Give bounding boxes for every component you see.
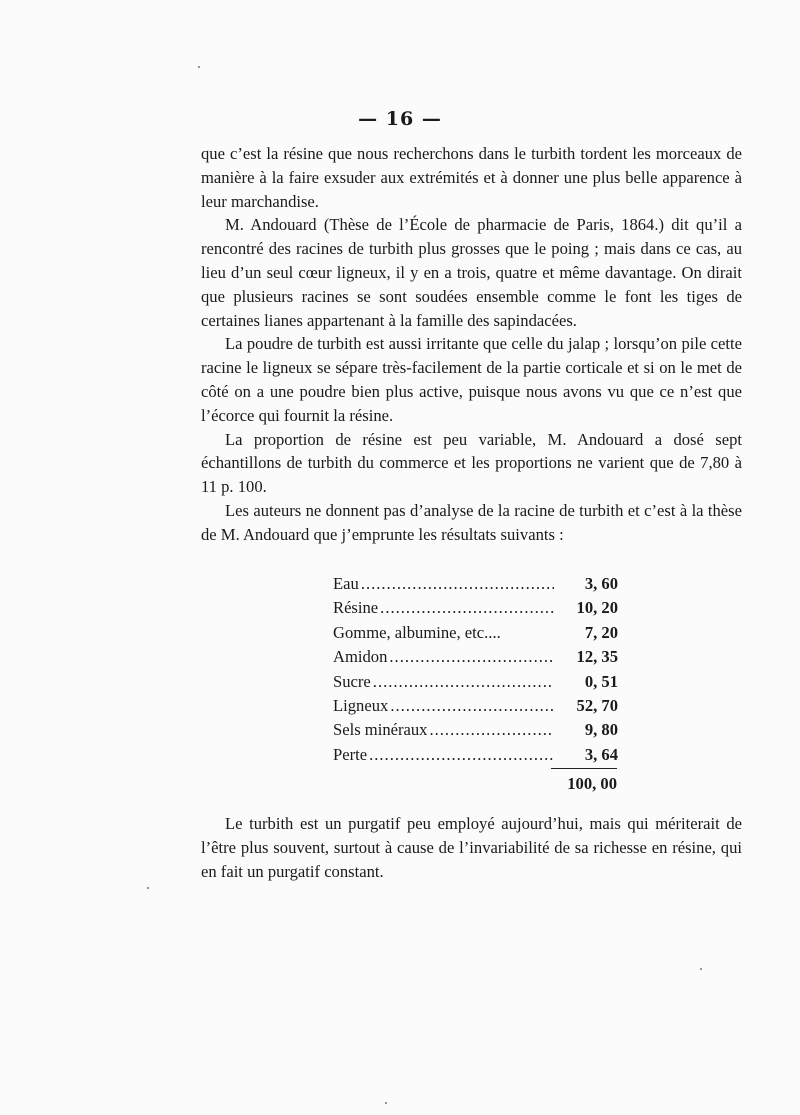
table-row	[333, 696, 618, 720]
analysis-table	[333, 574, 618, 769]
leader-dots	[369, 745, 554, 765]
row-value: 7, 20	[584, 622, 618, 642]
table-row	[333, 574, 618, 598]
paragraph-4: La proportion de résine est peu variable, M. Andouard a dosé sept échantillons de turbith du commerce et les proportions ne varient que de 7,80 à 11 p. 100.	[201, 429, 742, 497]
paragraph-2: M. Andouard (Thèse de l’École de pharmacie de Paris, 1864.) dit qu’il a rencontré des racines de turbith plus grosses que le poing ; mais dans ce cas, au lieu d’un seul cœur ligneux, il y en a trois, quatre et même davantage. On dirait que plusieurs racines se sont soudées ensemble comme le font les tiges de certaines lianes appartenant à la famille des sapindacées.	[201, 215, 742, 330]
row-label: Eau	[333, 574, 359, 593]
scan-speck	[198, 66, 200, 68]
conclusion-text	[201, 812, 742, 884]
row-label: Résine	[333, 598, 379, 618]
total-value: 100, 00	[567, 774, 617, 793]
table-row	[333, 720, 618, 744]
row-label: Amidon	[333, 647, 388, 667]
row-label: Sucre	[333, 671, 371, 691]
leader-dots	[380, 598, 554, 618]
table-row	[333, 672, 618, 696]
paragraph-5: Les auteurs ne donnent pas d’analyse de la racine de turbith et c’est à la thèse de M. Andouard que j’emprunte les résultats suivants :	[201, 500, 742, 544]
scan-speck	[700, 968, 702, 970]
paragraph-6: Le turbith est un purgatif peu employé aujourd’hui, mais qui mériterait de l’être plus souvent, surtout à cause de l’invariabilité de sa richesse en résine, qui en fait un purgatif constant.	[201, 814, 742, 881]
row-value: 3, 64	[584, 744, 618, 764]
page-number: — 16 —	[358, 108, 442, 130]
row-label: Gomme, albumine, etc....	[333, 622, 501, 642]
leader-dots	[373, 672, 554, 692]
leader-dots	[390, 696, 554, 716]
sum-rule	[551, 768, 617, 769]
scan-speck	[147, 887, 149, 889]
row-label: Ligneux	[333, 695, 389, 715]
row-value: 12, 35	[576, 647, 618, 667]
scan-speck	[385, 1102, 387, 1104]
row-value: 3, 60	[584, 574, 618, 593]
table-row	[333, 647, 618, 671]
row-value: 52, 70	[576, 695, 618, 715]
row-label: Sels minéraux	[333, 720, 428, 740]
row-value: 0, 51	[584, 671, 618, 691]
leader-dots	[361, 574, 554, 594]
leader-dots	[429, 720, 554, 740]
row-label: Perte	[333, 744, 368, 764]
table-row	[333, 745, 618, 769]
paragraph-3: La poudre de turbith est aussi irritante que celle du jalap ; lorsqu’on pile cette racine le ligneux se sépare très-facilement de la partie corticale et si on le met de côté on a une poudre bien plus active, puisque nous avons vu que ce n’est que l’écorce qui fournit la résine.	[201, 334, 742, 425]
row-value: 10, 20	[576, 598, 618, 618]
paragraph-1: que c’est la résine que nous recherchons dans le turbith tordent les morceaux de manière à la faire exsuder aux extrémités et à donner une plus belle apparence à leur marchandise.	[201, 144, 742, 211]
row-value: 9, 80	[584, 720, 618, 740]
table-row	[333, 623, 618, 647]
table-row	[333, 598, 618, 622]
leader-dots	[389, 647, 554, 667]
body-text	[201, 142, 742, 547]
